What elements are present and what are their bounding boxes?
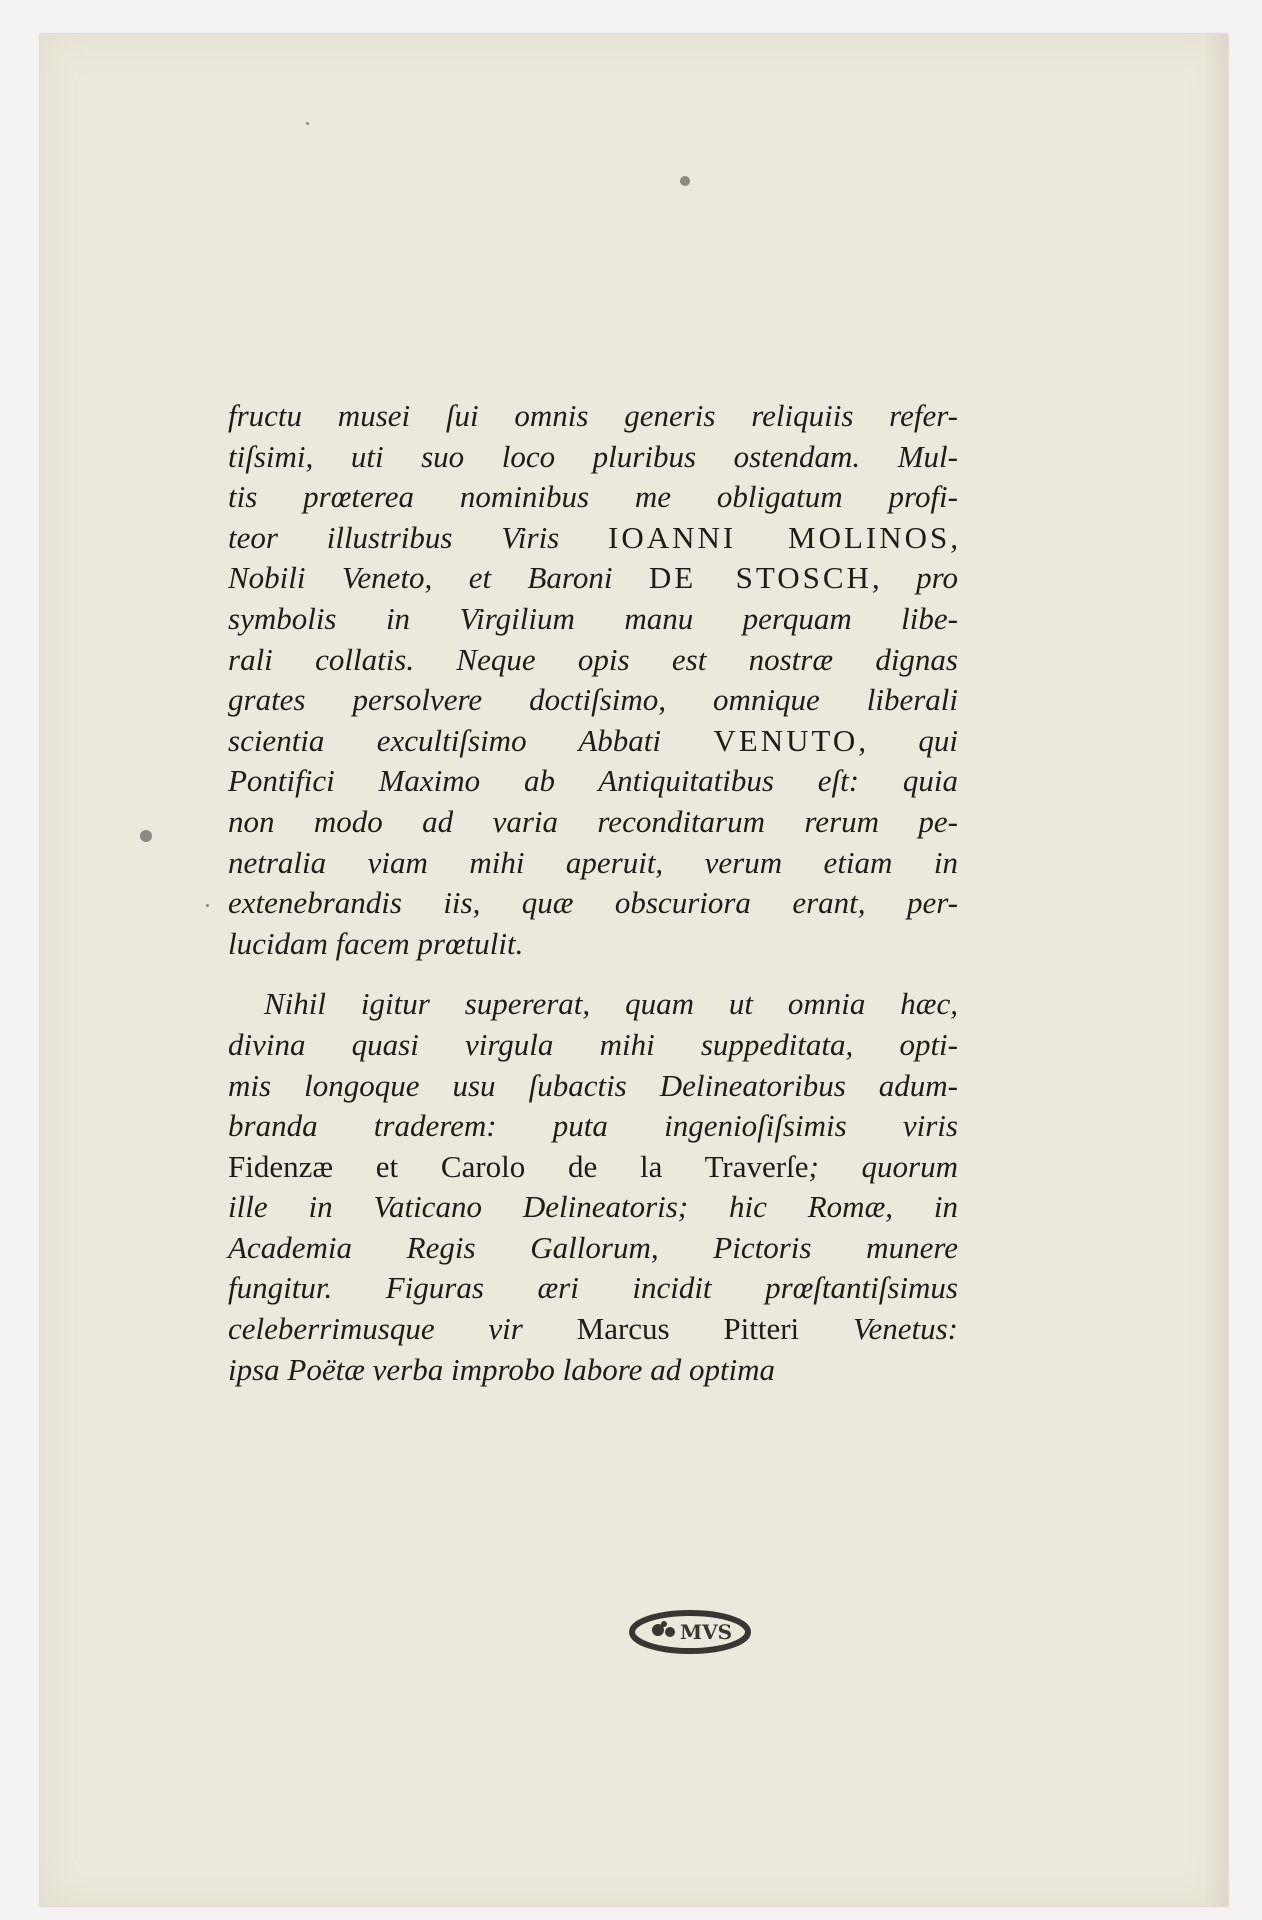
text-line bbox=[228, 1268, 958, 1309]
text-line bbox=[228, 1350, 958, 1391]
roman-name: Marcus Pitteri bbox=[576, 1311, 800, 1347]
text-line bbox=[228, 477, 958, 518]
text-segment: teor illustribus Viris bbox=[228, 519, 609, 555]
collection-stamp bbox=[628, 1608, 760, 1656]
text-segment: lucidam facem prœtulit. bbox=[228, 925, 524, 961]
text-line bbox=[228, 599, 958, 640]
text-line bbox=[228, 984, 958, 1025]
text-segment: extenebrandis iis, quæ obscuriora erant, per- bbox=[228, 885, 958, 921]
text-segment: symbolis in Virgilium manu perquam libe- bbox=[228, 600, 958, 636]
paper-edge bbox=[1204, 34, 1228, 1906]
text-segment: fungitur. Figuras æri incidit prœſtantiſsimus bbox=[228, 1270, 958, 1306]
text-line bbox=[228, 924, 958, 965]
text-segment: ille in Vaticano Delineatoris; hic Romæ, in bbox=[228, 1189, 958, 1225]
text-line bbox=[228, 843, 958, 884]
text-segment: celeberrimusque vir bbox=[228, 1311, 577, 1347]
stamp-text: MVS bbox=[680, 1620, 733, 1644]
text-line bbox=[228, 883, 958, 924]
text-line bbox=[228, 1187, 958, 1228]
small-caps-name: DE STOSCH bbox=[648, 560, 872, 596]
text-segment: , qui bbox=[858, 722, 958, 758]
text-segment: ; quorum bbox=[808, 1148, 959, 1184]
roman-name: Fidenzæ et Carolo de la Traverſe bbox=[228, 1148, 809, 1184]
text-segment: ipsa Poëtæ verba improbo labore ad optima bbox=[228, 1351, 776, 1387]
text-segment: scientia excultiſsimo Abbati bbox=[228, 722, 714, 758]
text-segment: divina quasi virgula mihi suppeditata, opti- bbox=[228, 1026, 958, 1062]
text-line bbox=[228, 1147, 958, 1188]
text-segment: Pontifici Maximo ab Antiquitatibus eſt: quia bbox=[228, 763, 958, 799]
text-segment: , pro bbox=[871, 560, 958, 596]
text-line bbox=[228, 396, 958, 437]
text-segment: tis prœterea nominibus me obligatum profi- bbox=[228, 479, 958, 515]
text-segment: rali collatis. Neque opis est nostræ dignas bbox=[228, 641, 958, 677]
paper-speck bbox=[680, 176, 690, 186]
paper-speck bbox=[306, 122, 309, 125]
text-segment: branda traderem: puta ingenioſiſsimis viris bbox=[228, 1108, 958, 1144]
text-segment: netralia viam mihi aperuit, verum etiam in bbox=[228, 844, 958, 880]
text-segment: mis longoque usu ſubactis Delineatoribus adum- bbox=[228, 1067, 958, 1103]
text-segment: , bbox=[950, 519, 959, 555]
text-segment: non modo ad varia reconditarum rerum pe- bbox=[228, 803, 958, 839]
text-line bbox=[228, 640, 958, 681]
text-line bbox=[228, 721, 958, 762]
paragraph-1 bbox=[228, 396, 958, 964]
text-line bbox=[228, 518, 958, 559]
text-line bbox=[228, 558, 958, 599]
text-line bbox=[228, 680, 958, 721]
small-caps-name: IOANNI MOLINOS bbox=[608, 519, 951, 555]
body-text bbox=[228, 396, 958, 1390]
text-line bbox=[228, 1228, 958, 1269]
text-line bbox=[228, 802, 958, 843]
text-line bbox=[228, 761, 958, 802]
paper-speck bbox=[140, 830, 152, 842]
paragraph-gap bbox=[228, 964, 958, 984]
text-line bbox=[228, 1309, 958, 1350]
text-line bbox=[228, 1025, 958, 1066]
text-segment: Nobili Veneto, et Baroni bbox=[228, 560, 649, 596]
paper-speck bbox=[206, 904, 209, 907]
text-segment: tiſsimi, uti suo loco pluribus ostendam. Mul- bbox=[228, 438, 958, 474]
text-segment: Nihil igitur supererat, quam ut omnia hæc, bbox=[264, 986, 958, 1022]
text-line bbox=[228, 437, 958, 478]
text-segment: Academia Regis Gallorum, Pictoris munere bbox=[228, 1229, 958, 1265]
stamp-mark bbox=[628, 1608, 760, 1656]
text-line bbox=[228, 1106, 958, 1147]
text-segment: Venetus: bbox=[799, 1311, 958, 1347]
text-line bbox=[228, 1066, 958, 1107]
small-caps-name: VENUTO bbox=[713, 722, 859, 758]
paragraph-2 bbox=[228, 984, 958, 1390]
text-segment: grates persolvere doctiſsimo, omnique liberali bbox=[228, 682, 958, 718]
text-segment: fructu musei ſui omnis generis reliquiis refer- bbox=[228, 398, 958, 433]
